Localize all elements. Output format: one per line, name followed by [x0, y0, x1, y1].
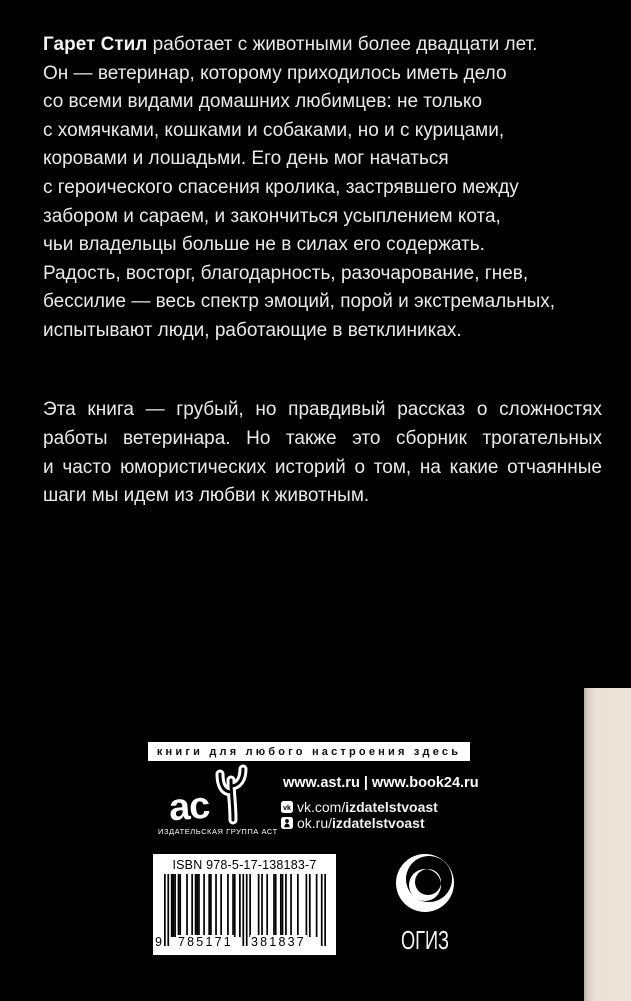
paragraph-lines	[43, 396, 602, 511]
text-line: Он — ветеринар, которому приходилось иметь дело	[43, 62, 507, 84]
text-line: и часто юмористических историй о том, на какие отчаянные	[43, 456, 602, 478]
author-name: Гарет Стил	[43, 34, 148, 55]
vk-link-row	[281, 799, 438, 815]
ok-link	[297, 815, 425, 831]
ogiz-label: ОГИЗ	[400, 925, 450, 955]
text-line: работы ветеринара. Но также это сборник трогательных	[43, 427, 602, 449]
text-line: с хомячками, кошками и собаками, но и с курицами,	[43, 119, 505, 141]
page-edge-strip	[584, 688, 631, 1001]
text-line: Радость, восторг, благодарность, разочарование, гнев,	[43, 262, 529, 284]
text-line: коровами и лошадьми. Его день мог начаться	[43, 148, 449, 170]
vk-handle: izdatelstvoast	[345, 799, 438, 815]
barcode-digits-right: 381837	[251, 935, 306, 949]
ok-handle: izdatelstvoast	[332, 815, 425, 831]
slogan-banner	[148, 742, 470, 761]
vk-link	[297, 799, 438, 815]
ast-caption: ИЗДАТЕЛЬСКАЯ ГРУППА АСТ	[158, 827, 278, 836]
vk-prefix: vk.com/	[297, 799, 346, 815]
ast-cactus-icon	[212, 762, 250, 826]
annotation-paragraph-book	[43, 396, 602, 511]
text-line: забором и сараем, и закончиться усыплением кота,	[43, 205, 501, 227]
ok-prefix: ok.ru/	[297, 815, 333, 831]
isbn-label: ISBN 978-5-17-138183-7	[172, 858, 317, 872]
text-line: бессилие — весь спектр эмоций, порой и экстремальных,	[43, 291, 556, 313]
text-line: Эта книга — грубый, но правдивый рассказ о сложностях	[43, 399, 602, 420]
text-line: чьи владельцы больше не в силах его содержать.	[43, 234, 485, 256]
text-line	[43, 31, 603, 60]
lead-rest: работает с животными более двадцати лет.	[147, 34, 538, 55]
barcode-digits-left: 785171	[178, 935, 233, 949]
ok-link-row	[281, 815, 425, 831]
vk-icon	[281, 801, 293, 813]
text-line: со всеми видами домашних любимцев: не только	[43, 91, 483, 113]
barcode-block	[153, 854, 336, 955]
svg-text:vk: vk	[283, 805, 291, 812]
text-line: с героического спасения кролика, застрявшего между	[43, 176, 519, 198]
slogan-text: книги для любого настроения здесь	[156, 745, 462, 758]
text-line: испытывают люди, работающие в ветклиниках.	[43, 319, 462, 341]
paragraph-lines	[43, 60, 603, 346]
annotation-paragraph-author	[43, 31, 603, 346]
ok-icon	[281, 817, 293, 829]
websites-line: www.ast.ru | www.book24.ru	[283, 775, 479, 791]
barcode-digit-lead: 9	[155, 935, 162, 949]
text-line: шаги мы идем из любви к животным.	[43, 485, 370, 507]
ogiz-swirl-icon	[392, 846, 458, 922]
ast-logo-letters: ас	[167, 784, 211, 830]
